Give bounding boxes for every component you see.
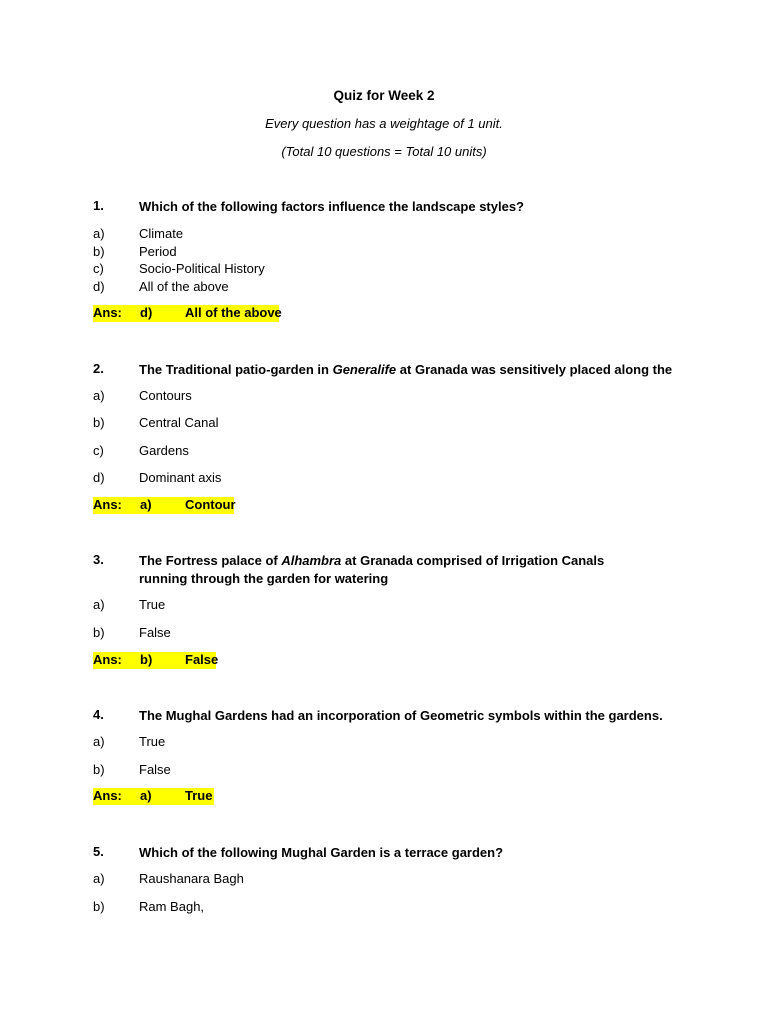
option-5b [93, 899, 693, 917]
option-text: Contours [139, 388, 192, 403]
option-letter: d) [93, 470, 105, 485]
answer-label: Ans: [93, 497, 122, 512]
answer-letter: a) [140, 788, 152, 803]
option-letter: b) [93, 415, 105, 430]
option-2d [93, 470, 693, 488]
option-letter: b) [93, 762, 105, 777]
answer-label: Ans: [93, 305, 122, 320]
option-4b [93, 762, 693, 780]
answer-text: True [185, 788, 213, 803]
question-text: Which of the following factors influence the landscape styles? [139, 199, 524, 214]
option-text: Climate [139, 226, 184, 241]
option-5a [93, 871, 693, 889]
option-letter: a) [93, 871, 105, 886]
option-4a [93, 734, 693, 752]
option-letter: b) [93, 625, 105, 640]
option-3a [93, 597, 693, 615]
question-number: 5. [93, 844, 104, 859]
answer-1 [93, 305, 282, 322]
answer-2 [93, 497, 234, 514]
answer-label: Ans: [93, 788, 122, 803]
answer-letter: a) [140, 497, 152, 512]
option-text: Period [139, 244, 177, 259]
question-text: The Traditional patio-garden in Generalife at Granada was sensitively placed along the [139, 362, 673, 377]
option-letter: a) [93, 734, 105, 749]
question-text: The Mughal Gardens had an incorporation of Geometric symbols within the gardens. [139, 708, 663, 723]
option-text: Ram Bagh, [139, 899, 205, 914]
option-text: Central Canal [139, 415, 219, 430]
weightage-note: Every question has a weightage of 1 unit. [265, 116, 503, 131]
answer-3 [93, 652, 219, 669]
option-text: True [139, 597, 166, 612]
option-text: Gardens [139, 443, 189, 458]
option-text: True [139, 734, 166, 749]
option-1a [93, 226, 693, 244]
option-2b [93, 415, 693, 433]
option-1c [93, 261, 693, 279]
page-title: Quiz for Week 2 [333, 88, 435, 103]
option-text: False [139, 762, 171, 777]
option-text: Dominant axis [139, 470, 222, 485]
option-letter: a) [93, 226, 105, 241]
option-text: Socio-Political History [139, 261, 265, 276]
answer-4 [93, 788, 214, 805]
answer-label: Ans: [93, 652, 122, 667]
question-number: 4. [93, 707, 104, 722]
option-letter: a) [93, 388, 105, 403]
question-number: 2. [93, 361, 104, 376]
option-letter: c) [93, 261, 104, 276]
option-1b [93, 244, 693, 262]
option-letter: b) [93, 899, 105, 914]
option-text: Raushanara Bagh [139, 871, 244, 886]
option-2c [93, 443, 693, 461]
question-number: 1. [93, 198, 104, 213]
answer-text: All of the above [185, 305, 282, 320]
question-text: Which of the following Mughal Garden is a terrace garden? [139, 845, 504, 860]
answer-text: Contour [185, 497, 236, 512]
total-note: (Total 10 questions = Total 10 units) [281, 144, 487, 159]
option-text: All of the above [139, 279, 229, 294]
option-2a [93, 388, 693, 406]
answer-letter: b) [140, 652, 153, 667]
question-text: The Fortress palace of Alhambra at Granada comprised of Irrigation Canals running through the garden for watering [139, 553, 605, 586]
option-1d [93, 279, 693, 297]
answer-text: False [185, 652, 219, 667]
option-letter: a) [93, 597, 105, 612]
option-letter: c) [93, 443, 104, 458]
answer-letter: d) [140, 305, 153, 320]
option-letter: d) [93, 279, 105, 294]
question-number: 3. [93, 552, 104, 567]
option-letter: b) [93, 244, 105, 259]
option-3b [93, 625, 693, 643]
option-text: False [139, 625, 171, 640]
